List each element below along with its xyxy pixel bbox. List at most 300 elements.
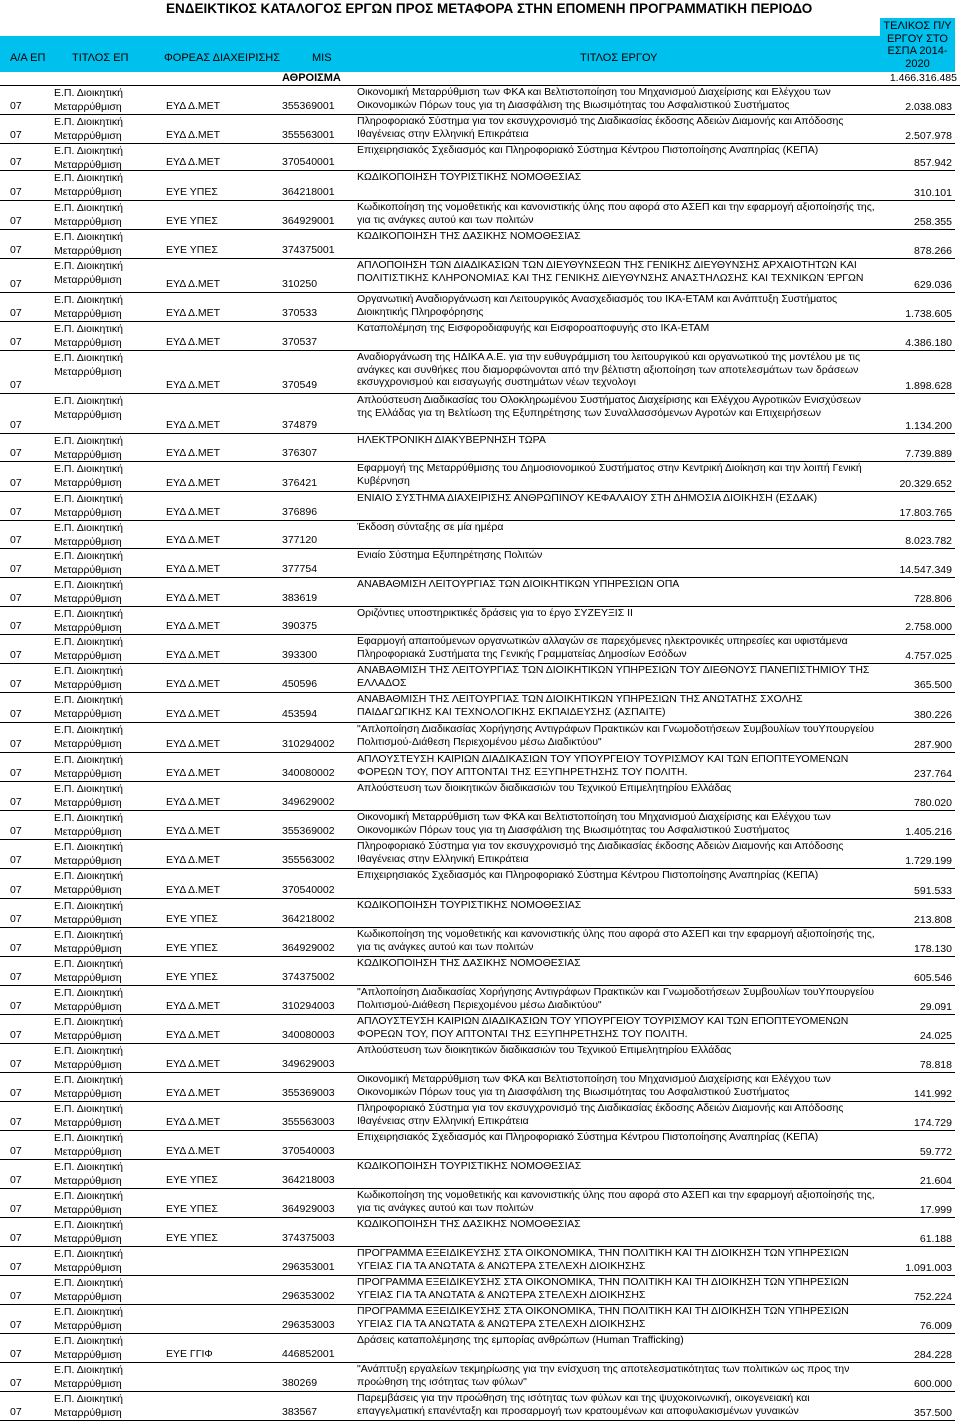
table-row bbox=[0, 782, 955, 811]
row-project-title: ΚΩΔΙΚΟΠΟΙΗΣΗ ΤΗΣ ΔΑΣΙΚΗΣ ΝΟΜΟΘΕΣΙΑΣ bbox=[357, 230, 581, 242]
row-mis: 355369003 bbox=[282, 1087, 335, 1099]
col-header-mis: MIS bbox=[312, 52, 332, 64]
row-amount: 629.036 bbox=[914, 279, 952, 291]
row-amount: 17.803.765 bbox=[899, 507, 952, 519]
table-row bbox=[0, 1305, 955, 1334]
row-ep-title: Ε.Π. Διοικητική Μεταρρύθμιση bbox=[54, 841, 123, 867]
table-row bbox=[0, 259, 955, 293]
table-row bbox=[0, 1160, 955, 1189]
table-row bbox=[0, 351, 955, 394]
table-row bbox=[0, 394, 955, 434]
row-amount: 78.818 bbox=[919, 1059, 952, 1071]
row-amount: 213.808 bbox=[914, 914, 952, 926]
row-body: ΕΥΔ Δ.ΜΕΤ bbox=[166, 1029, 221, 1041]
table-row bbox=[0, 723, 955, 753]
row-project-title: Παρεμβάσεις για την προώθηση της ισότητας των φύλων και της ψυχοκοινωνική, οικογενειακή και επαγγελματική επανένταξη και προσαρμογή των κρατουμένων και αποφυλακισμένων γυναικών bbox=[357, 1392, 810, 1417]
row-mis: 349629003 bbox=[282, 1058, 335, 1070]
row-amount: 2.507.978 bbox=[905, 130, 952, 142]
row-amount: 29.091 bbox=[919, 1001, 952, 1013]
row-amount: 1.729.199 bbox=[905, 855, 952, 867]
row-ep-title: Ε.Π. Διοικητική Μεταρρύθμιση bbox=[54, 87, 123, 113]
row-body: ΕΥΕ ΥΠΕΣ bbox=[166, 942, 218, 954]
row-project-title: ΚΩΔΙΚΟΠΟΙΗΣΗ ΤΗΣ ΔΑΣΙΚΗΣ ΝΟΜΟΘΕΣΙΑΣ bbox=[357, 1218, 581, 1230]
row-ae: 07 bbox=[10, 1406, 22, 1418]
row-ae: 07 bbox=[10, 1203, 22, 1215]
project-table bbox=[0, 86, 955, 1421]
row-mis: 364929001 bbox=[282, 215, 335, 227]
row-mis: 355369002 bbox=[282, 825, 335, 837]
row-amount: 365.500 bbox=[914, 679, 952, 691]
row-ep-title: Ε.Π. Διοικητική Μεταρρύθμιση bbox=[54, 870, 123, 896]
table-row bbox=[0, 664, 955, 693]
row-project-title: Οριζόντιες υποστηρικτικές δράσεις για το έργο ΣΥΖΕΥΞΙΣ ΙΙ bbox=[357, 607, 633, 619]
row-project-title: ΑΝΑΒΑΘΜΙΣΗ ΤΗΣ ΛΕΙΤΟΥΡΓΙΑΣ ΤΩΝ ΔΙΟΙΚΗΤΙΚΩΝ ΥΠΗΡΕΣΙΩΝ ΤΟΥ ΔΙΕΘΝΟΥΣ ΠΑΝΕΠΙΣΤΗΜΙΟΥ ΤΗΣ ΕΛΛΑΔΟΣ bbox=[357, 664, 870, 689]
table-row bbox=[0, 1131, 955, 1160]
row-ep-title: Ε.Π. Διοικητική Μεταρρύθμιση bbox=[54, 550, 123, 576]
row-ep-title: Ε.Π. Διοικητική Μεταρρύθμιση bbox=[54, 1248, 123, 1274]
row-ae: 07 bbox=[10, 592, 22, 604]
row-project-title: Κωδικοποίηση της νομοθετικής και κανονιστικής ύλης που αφορά στο ΑΣΕΠ και την εφαρμογή αξιοποίησής της, για τις ανάγκες αυτού και των πολιτών bbox=[357, 928, 875, 953]
row-ae: 07 bbox=[10, 1087, 22, 1099]
row-ep-title: Ε.Π. Διοικητική Μεταρρύθμιση bbox=[54, 783, 123, 809]
row-ep-title: Ε.Π. Διοικητική Μεταρρύθμιση bbox=[54, 323, 123, 349]
row-ae: 07 bbox=[10, 942, 22, 954]
row-body: ΕΥΔ Δ.ΜΕΤ bbox=[166, 477, 221, 489]
row-amount: 1.898.628 bbox=[905, 380, 952, 392]
row-ep-title: Ε.Π. Διοικητική Μεταρρύθμιση bbox=[54, 294, 123, 320]
row-mis: 310250 bbox=[282, 278, 318, 290]
row-project-title: "Ανάπτυξη εργαλείων τεκμηρίωσης για την ενίσχυση της αποτελεσματικότητας των πολιτικών ως προς την προώθηση της ισότητας των φύλων" bbox=[357, 1363, 850, 1388]
row-mis: 310294003 bbox=[282, 1000, 335, 1012]
table-row bbox=[0, 462, 955, 492]
row-body: ΕΥΕ ΥΠΕΣ bbox=[166, 913, 218, 925]
row-amount: 728.806 bbox=[914, 593, 952, 605]
row-mis: 374879 bbox=[282, 419, 318, 431]
row-mis: 370540002 bbox=[282, 884, 335, 896]
row-ae: 07 bbox=[10, 796, 22, 808]
table-row bbox=[0, 899, 955, 928]
row-ep-title: Ε.Π. Διοικητική Μεταρρύθμιση bbox=[54, 1277, 123, 1303]
table-row bbox=[0, 322, 955, 351]
row-mis: 370549 bbox=[282, 379, 318, 391]
row-ep-title: Ε.Π. Διοικητική Μεταρρύθμιση bbox=[54, 929, 123, 955]
row-body: ΕΥΔ Δ.ΜΕΤ bbox=[166, 678, 221, 690]
row-mis: 374375002 bbox=[282, 971, 335, 983]
row-project-title: Πληροφοριακό Σύστημα για τον εκσυγχρονισμό της Διαδικασίας έκδοσης Αδειών Διαμονής και Απόδοσης Ιθαγένειας στην Ελληνική Επικράτεια bbox=[357, 115, 844, 140]
row-ep-title: Ε.Π. Διοικητική Μεταρρύθμιση bbox=[54, 1335, 123, 1361]
row-mis: 355369001 bbox=[282, 100, 335, 112]
row-ep-title: Ε.Π. Διοικητική Μεταρρύθμιση bbox=[54, 1016, 123, 1042]
row-ep-title: Ε.Π. Διοικητική Μεταρρύθμιση bbox=[54, 522, 123, 548]
row-body: ΕΥΔ Δ.ΜΕΤ bbox=[166, 278, 221, 290]
row-mis: 355563002 bbox=[282, 854, 335, 866]
row-ep-title: Ε.Π. Διοικητική Μεταρρύθμιση bbox=[54, 145, 123, 171]
row-ep-title: Ε.Π. Διοικητική Μεταρρύθμιση bbox=[54, 1393, 123, 1419]
row-body: ΕΥΕ ΓΓΙΦ bbox=[166, 1348, 213, 1360]
row-amount: 1.738.605 bbox=[905, 308, 952, 320]
row-mis: 374375001 bbox=[282, 244, 335, 256]
row-ae: 07 bbox=[10, 506, 22, 518]
row-mis: 383619 bbox=[282, 592, 318, 604]
row-amount: 287.900 bbox=[914, 739, 952, 751]
row-amount: 8.023.782 bbox=[905, 535, 952, 547]
row-ep-title: Ε.Π. Διοικητική Μεταρρύθμιση bbox=[54, 1306, 123, 1332]
row-ae: 07 bbox=[10, 447, 22, 459]
row-project-title: Απλούστευση των διοικητικών διαδικασιών του Τεχνικού Επιμελητηρίου Ελλάδας bbox=[357, 1044, 732, 1056]
summary-label: ΑΘΡΟΙΣΜΑ bbox=[282, 72, 341, 84]
row-project-title: ΠΡΟΓΡΑΜΜΑ ΕΞΕΙΔΙΚΕΥΣΗΣ ΣΤΑ ΟΙΚΟΝΟΜΙΚΑ, ΤΗΝ ΠΟΛΙΤΙΚΗ ΚΑΙ ΤΗ ΔΙΟΙΚΗΣΗ ΤΩΝ ΥΠΗΡΕΣΙΩΝ ΥΓΕΙΑΣ ΓΙΑ ΤΑ ΑΝΩΤΑΤΑ & ΑΝΩΤΕΡΑ ΣΤΕΛΕΧΗ ΔΙΟΙΚΗΣΗΣ bbox=[357, 1247, 849, 1272]
row-body: ΕΥΔ Δ.ΜΕΤ bbox=[166, 156, 221, 168]
row-ae: 07 bbox=[10, 419, 22, 431]
row-body: ΕΥΔ Δ.ΜΕΤ bbox=[166, 336, 221, 348]
row-amount: 4.386.180 bbox=[905, 337, 952, 349]
row-ae: 07 bbox=[10, 1116, 22, 1128]
row-ep-title: Ε.Π. Διοικητική Μεταρρύθμιση bbox=[54, 636, 123, 662]
row-project-title: "Απλοποίηση Διαδικασίας Χορήγησης Αντιγράφων Πρακτικών και Γνωμοδοτήσεων Συμβουλίων τουΥπουργείου Πολιτισμού-Διάθεση Περιεχομένου μέσω Διαδικτύου" bbox=[357, 986, 875, 1011]
row-body: ΕΥΔ Δ.ΜΕΤ bbox=[166, 592, 221, 604]
row-project-title: Επιχειρησιακός Σχεδιασμός και Πληροφοριακό Σύστημα Κέντρου Πιστοποίησης Αναπηρίας (ΚΕΠΑ) bbox=[357, 1131, 819, 1143]
row-body: ΕΥΔ Δ.ΜΕΤ bbox=[166, 738, 221, 750]
row-mis: 296353003 bbox=[282, 1319, 335, 1331]
row-project-title: ΚΩΔΙΚΟΠΟΙΗΣΗ ΤΟΥΡΙΣΤΙΚΗΣ ΝΟΜΟΘΕΣΙΑΣ bbox=[357, 899, 582, 911]
row-amount: 14.547.349 bbox=[899, 564, 952, 576]
row-mis: 370537 bbox=[282, 336, 318, 348]
row-ep-title: Ε.Π. Διοικητική Μεταρρύθμιση bbox=[54, 694, 123, 720]
row-project-title: ΑΝΑΒΑΘΜΙΣΗ ΛΕΙΤΟΥΡΓΙΑΣ ΤΩΝ ΔΙΟΙΚΗΤΙΚΩΝ ΥΠΗΡΕΣΙΩΝ ΟΠΑ bbox=[357, 578, 680, 590]
row-body: ΕΥΔ Δ.ΜΕΤ bbox=[166, 506, 221, 518]
row-ep-title: Ε.Π. Διοικητική Μεταρρύθμιση bbox=[54, 1161, 123, 1187]
row-ep-title: Ε.Π. Διοικητική Μεταρρύθμιση bbox=[54, 172, 123, 198]
row-ep-title: Ε.Π. Διοικητική Μεταρρύθμιση bbox=[54, 435, 123, 461]
col-header-body: ΦΟΡΕΑΣ ΔΙΑΧΕΙΡΙΣΗΣ bbox=[164, 52, 280, 64]
row-body: ΕΥΔ Δ.ΜΕΤ bbox=[166, 620, 221, 632]
col-header-project: ΤΙΤΛΟΣ ΕΡΓΟΥ bbox=[580, 52, 658, 64]
row-mis: 380269 bbox=[282, 1377, 318, 1389]
row-body: ΕΥΔ Δ.ΜΕΤ bbox=[166, 708, 221, 720]
row-body: ΕΥΕ ΥΠΕΣ bbox=[166, 971, 218, 983]
row-body: ΕΥΔ Δ.ΜΕΤ bbox=[166, 884, 221, 896]
row-amount: 7.739.889 bbox=[905, 448, 952, 460]
row-project-title: ΚΩΔΙΚΟΠΟΙΗΣΗ ΤΟΥΡΙΣΤΙΚΗΣ ΝΟΜΟΘΕΣΙΑΣ bbox=[357, 171, 582, 183]
row-amount: 59.772 bbox=[919, 1146, 952, 1158]
row-mis: 370533 bbox=[282, 307, 318, 319]
row-amount: 380.226 bbox=[914, 709, 952, 721]
row-body: ΕΥΔ Δ.ΜΕΤ bbox=[166, 534, 221, 546]
row-ep-title: Ε.Π. Διοικητική Μεταρρύθμιση bbox=[54, 900, 123, 926]
row-mis: 376307 bbox=[282, 447, 318, 459]
row-ae: 07 bbox=[10, 854, 22, 866]
row-amount: 4.757.025 bbox=[905, 650, 952, 662]
row-ae: 07 bbox=[10, 336, 22, 348]
row-amount: 17.999 bbox=[919, 1204, 952, 1216]
table-row bbox=[0, 115, 955, 144]
table-row bbox=[0, 1218, 955, 1247]
row-project-title: Έκδοση σύνταξης σε μία ημέρα bbox=[357, 521, 504, 533]
row-project-title: Επιχειρησιακός Σχεδιασμός και Πληροφοριακό Σύστημα Κέντρου Πιστοποίησης Αναπηρίας (ΚΕΠΑ) bbox=[357, 869, 819, 881]
row-ae: 07 bbox=[10, 738, 22, 750]
row-ae: 07 bbox=[10, 215, 22, 227]
table-row bbox=[0, 607, 955, 635]
row-body: ΕΥΕ ΥΠΕΣ bbox=[166, 1203, 218, 1215]
row-amount: 61.188 bbox=[919, 1233, 952, 1245]
row-amount: 600.000 bbox=[914, 1378, 952, 1390]
row-amount: 591.533 bbox=[914, 885, 952, 897]
row-body: ΕΥΔ Δ.ΜΕΤ bbox=[166, 379, 221, 391]
col-header-budget: ΤΕΛΙΚΟΣ Π/Υ ΕΡΓΟΥ ΣΤΟ ΕΣΠΑ 2014-2020 bbox=[880, 18, 955, 72]
row-mis: 376896 bbox=[282, 506, 318, 518]
row-ep-title: Ε.Π. Διοικητική Μεταρρύθμιση bbox=[54, 1219, 123, 1245]
row-ae: 07 bbox=[10, 678, 22, 690]
row-body: ΕΥΔ Δ.ΜΕΤ bbox=[166, 1145, 221, 1157]
row-ae: 07 bbox=[10, 825, 22, 837]
row-project-title: Ενιαίο Σύστημα Εξυπηρέτησης Πολιτών bbox=[357, 549, 543, 561]
row-ep-title: Ε.Π. Διοικητική Μεταρρύθμιση bbox=[54, 202, 123, 228]
row-project-title: ΕΝΙΑΙΟ ΣΥΣΤΗΜΑ ΔΙΑΧΕΙΡΙΣΗΣ ΑΝΘΡΩΠΙΝΟΥ ΚΕΦΑΛΑΙΟΥ ΣΤΗ ΔΗΜΟΣΙΑ ΔΙΟΙΚΗΣΗ (ΕΣΔΑΚ) bbox=[357, 492, 818, 504]
row-ep-title: Ε.Π. Διοικητική Μεταρρύθμιση bbox=[54, 608, 123, 634]
row-mis: 383567 bbox=[282, 1406, 318, 1418]
table-header bbox=[0, 18, 960, 72]
row-mis: 446852001 bbox=[282, 1348, 335, 1360]
row-ae: 07 bbox=[10, 307, 22, 319]
row-ae: 07 bbox=[10, 534, 22, 546]
table-row bbox=[0, 1015, 955, 1044]
row-mis: 296353002 bbox=[282, 1290, 335, 1302]
row-mis: 370540003 bbox=[282, 1145, 335, 1157]
row-body: ΕΥΔ Δ.ΜΕΤ bbox=[166, 1058, 221, 1070]
row-project-title: ΑΠΛΟΥΣΤΕΥΣΗ ΚΑΙΡΙΩΝ ΔΙΑΔΙΚΑΣΙΩΝ ΤΟΥ ΥΠΟΥΡΓΕΙΟΥ ΤΟΥΡΙΣΜΟΥ ΚΑΙ ΤΩΝ ΕΠΟΠΤΕΥΟΜΕΝΩΝ ΦΟΡΕΩΝ ΤΟΥ, ΠΟΥ ΑΠΤΟΝΤΑΙ ΤΗΣ ΕΞΥΠΗΡΕΤΗΣΗΣ ΤΟΥ ΠΟΛΙΤΗ. bbox=[357, 1015, 849, 1040]
row-ep-title: Ε.Π. Διοικητική Μεταρρύθμιση bbox=[54, 665, 123, 691]
row-mis: 450596 bbox=[282, 678, 318, 690]
row-project-title: Καταπολέμηση της Εισφοροδιαφυγής και Εισφοροαποφυγής στο ΙΚΑ-ΕΤΑΜ bbox=[357, 322, 710, 334]
row-project-title: Οικονομική Μεταρρύθμιση των ΦΚΑ και Βελτιστοποίηση του Μηχανισμού Διαχείρισης και Ελέγχου των Οικονομικών Πόρων τους για τη Διασφάλιση της Βιωσιμότητας του Ασφαλιστικού Συστήματος bbox=[357, 86, 831, 111]
row-ep-title: Ε.Π. Διοικητική Μεταρρύθμιση bbox=[54, 579, 123, 605]
summary-row bbox=[0, 72, 960, 86]
row-ae: 07 bbox=[10, 244, 22, 256]
table-row bbox=[0, 1334, 955, 1363]
row-ep-title: Ε.Π. Διοικητική Μεταρρύθμιση bbox=[54, 260, 123, 286]
table-row bbox=[0, 492, 955, 521]
row-project-title: ΠΡΟΓΡΑΜΜΑ ΕΞΕΙΔΙΚΕΥΣΗΣ ΣΤΑ ΟΙΚΟΝΟΜΙΚΑ, ΤΗΝ ΠΟΛΙΤΙΚΗ ΚΑΙ ΤΗ ΔΙΟΙΚΗΣΗ ΤΩΝ ΥΠΗΡΕΣΙΩΝ ΥΓΕΙΑΣ ΓΙΑ ΤΑ ΑΝΩΤΑΤΑ & ΑΝΩΤΕΡΑ ΣΤΕΛΕΧΗ ΔΙΟΙΚΗΣΗΣ bbox=[357, 1276, 849, 1301]
table-row bbox=[0, 1044, 955, 1073]
row-project-title: Οικονομική Μεταρρύθμιση των ΦΚΑ και Βελτιστοποίηση του Μηχανισμού Διαχείρισης και Ελέγχου των Οικονομικών Πόρων τους για τη Διασφάλιση της Βιωσιμότητας του Ασφαλιστικού Συστήματος bbox=[357, 811, 831, 836]
row-ae: 07 bbox=[10, 1000, 22, 1012]
row-ae: 07 bbox=[10, 379, 22, 391]
row-ae: 07 bbox=[10, 913, 22, 925]
row-body: ΕΥΔ Δ.ΜΕΤ bbox=[166, 1116, 221, 1128]
table-row bbox=[0, 1247, 955, 1276]
row-ep-title: Ε.Π. Διοικητική Μεταρρύθμιση bbox=[54, 724, 123, 750]
row-project-title: Απλούστευση των διοικητικών διαδικασιών του Τεχνικού Επιμελητηρίου Ελλάδας bbox=[357, 782, 732, 794]
row-ep-title: Ε.Π. Διοικητική Μεταρρύθμιση bbox=[54, 754, 123, 780]
row-project-title: ΚΩΔΙΚΟΠΟΙΗΣΗ ΤΗΣ ΔΑΣΙΚΗΣ ΝΟΜΟΘΕΣΙΑΣ bbox=[357, 957, 581, 969]
table-row bbox=[0, 753, 955, 782]
row-ep-title: Ε.Π. Διοικητική Μεταρρύθμιση bbox=[54, 352, 123, 378]
row-amount: 310.101 bbox=[914, 187, 952, 199]
row-body: ΕΥΕ ΥΠΕΣ bbox=[166, 186, 218, 198]
row-body: ΕΥΔ Δ.ΜΕΤ bbox=[166, 419, 221, 431]
table-row bbox=[0, 957, 955, 986]
page-title: ΕΝΔΕΙΚΤΙΚΟΣ ΚΑΤΑΛΟΓΟΣ ΕΡΓΩΝ ΠΡΟΣ ΜΕΤΑΦΟΡΑ ΣΤΗΝ ΕΠΟΜΕΝΗ ΠΡΟΓΡΑΜΜΑΤΙΚΗ ΠΕΡΙΟΔΟ bbox=[166, 1, 813, 16]
row-ae: 07 bbox=[10, 767, 22, 779]
table-row bbox=[0, 1392, 955, 1421]
row-project-title: Πληροφοριακό Σύστημα για τον εκσυγχρονισμό της Διαδικασίας έκδοσης Αδειών Διαμονής και Απόδοσης Ιθαγένειας στην Ελληνική Επικράτεια bbox=[357, 1102, 844, 1127]
row-body: ΕΥΔ Δ.ΜΕΤ bbox=[166, 447, 221, 459]
row-ae: 07 bbox=[10, 563, 22, 575]
table-row bbox=[0, 869, 955, 899]
row-amount: 357.500 bbox=[914, 1407, 952, 1419]
row-mis: 364218002 bbox=[282, 913, 335, 925]
row-body: ΕΥΔ Δ.ΜΕΤ bbox=[166, 307, 221, 319]
row-ep-title: Ε.Π. Διοικητική Μεταρρύθμιση bbox=[54, 1190, 123, 1216]
row-project-title: Επιχειρησιακός Σχεδιασμός και Πληροφοριακό Σύστημα Κέντρου Πιστοποίησης Αναπηρίας (ΚΕΠΑ) bbox=[357, 144, 819, 156]
row-ep-title: Ε.Π. Διοικητική Μεταρρύθμιση bbox=[54, 1045, 123, 1071]
row-amount: 1.405.216 bbox=[905, 826, 952, 838]
row-project-title: Οργανωτική Αναδιοργάνωση και Λειτουργικός Ανασχεδιασμός του ΙΚΑ-ΕΤΑΜ και Ανάπτυξη Συστήματος Διοικητικής Πληροφόρησης bbox=[357, 293, 838, 318]
row-mis: 376421 bbox=[282, 477, 318, 489]
col-header-ae: Α/Α ΕΠ bbox=[10, 52, 46, 64]
row-mis: 364929002 bbox=[282, 942, 335, 954]
row-ep-title: Ε.Π. Διοικητική Μεταρρύθμιση bbox=[54, 395, 123, 421]
row-mis: 340080003 bbox=[282, 1029, 335, 1041]
row-body: ΕΥΔ Δ.ΜΕΤ bbox=[166, 1000, 221, 1012]
row-project-title: Εφαρμογή της Μεταρρύθμισης του Δημοσιονομικού Συστήματος στην Κεντρική Διοίκηση και την λοιπή Γενική Κυβέρνηση bbox=[357, 462, 862, 487]
row-mis: 377754 bbox=[282, 563, 318, 575]
row-amount: 141.992 bbox=[914, 1088, 952, 1100]
table-row bbox=[0, 521, 955, 549]
table-row bbox=[0, 928, 955, 957]
row-mis: 296353001 bbox=[282, 1261, 335, 1273]
row-body: ΕΥΔ Δ.ΜΕΤ bbox=[166, 767, 221, 779]
row-ae: 07 bbox=[10, 1058, 22, 1070]
table-row bbox=[0, 693, 955, 723]
row-ae: 07 bbox=[10, 1348, 22, 1360]
table-row bbox=[0, 434, 955, 462]
table-row bbox=[0, 1073, 955, 1102]
col-header-ep-title: ΤΙΤΛΟΣ ΕΠ bbox=[72, 52, 129, 64]
header-band bbox=[0, 36, 955, 72]
row-amount: 24.025 bbox=[919, 1030, 952, 1042]
row-body: ΕΥΔ Δ.ΜΕΤ bbox=[166, 796, 221, 808]
table-row bbox=[0, 144, 955, 171]
row-amount: 76.009 bbox=[919, 1320, 952, 1332]
row-amount: 20.329.652 bbox=[899, 478, 952, 490]
row-ae: 07 bbox=[10, 100, 22, 112]
row-body: ΕΥΔ Δ.ΜΕΤ bbox=[166, 100, 221, 112]
row-ae: 07 bbox=[10, 477, 22, 489]
row-mis: 453594 bbox=[282, 708, 318, 720]
row-mis: 340080002 bbox=[282, 767, 335, 779]
row-project-title: Κωδικοποίηση της νομοθετικής και κανονιστικής ύλης που αφορά στο ΑΣΕΠ και την εφαρμογή αξιοποίησής της, για τις ανάγκες αυτού και των πολιτών bbox=[357, 1189, 875, 1214]
table-row bbox=[0, 86, 955, 115]
row-mis: 377120 bbox=[282, 534, 318, 546]
row-body: ΕΥΕ ΥΠΕΣ bbox=[166, 1232, 218, 1244]
row-body: ΕΥΔ Δ.ΜΕΤ bbox=[166, 825, 221, 837]
row-ae: 07 bbox=[10, 1261, 22, 1273]
row-ep-title: Ε.Π. Διοικητική Μεταρρύθμιση bbox=[54, 1074, 123, 1100]
row-ae: 07 bbox=[10, 1319, 22, 1331]
table-row bbox=[0, 635, 955, 664]
row-amount: 21.604 bbox=[919, 1175, 952, 1187]
row-mis: 393300 bbox=[282, 649, 318, 661]
row-ep-title: Ε.Π. Διοικητική Μεταρρύθμιση bbox=[54, 1364, 123, 1390]
row-amount: 857.942 bbox=[914, 157, 952, 169]
row-amount: 752.224 bbox=[914, 1291, 952, 1303]
row-ae: 07 bbox=[10, 1174, 22, 1186]
row-ae: 07 bbox=[10, 1029, 22, 1041]
table-row bbox=[0, 578, 955, 607]
row-ae: 07 bbox=[10, 278, 22, 290]
row-project-title: Δράσεις καταπολέμησης της εμπορίας ανθρώπων (Human Trafficking) bbox=[357, 1334, 684, 1346]
row-project-title: ΠΡΟΓΡΑΜΜΑ ΕΞΕΙΔΙΚΕΥΣΗΣ ΣΤΑ ΟΙΚΟΝΟΜΙΚΑ, ΤΗΝ ΠΟΛΙΤΙΚΗ ΚΑΙ ΤΗ ΔΙΟΙΚΗΣΗ ΤΩΝ ΥΠΗΡΕΣΙΩΝ ΥΓΕΙΑΣ ΓΙΑ ΤΑ ΑΝΩΤΑΤΑ & ΑΝΩΤΕΡΑ ΣΤΕΛΕΧΗ ΔΙΟΙΚΗΣΗΣ bbox=[357, 1305, 849, 1330]
row-ep-title: Ε.Π. Διοικητική Μεταρρύθμιση bbox=[54, 1132, 123, 1158]
row-amount: 284.228 bbox=[914, 1349, 952, 1361]
row-mis: 374375003 bbox=[282, 1232, 335, 1244]
row-mis: 364218001 bbox=[282, 186, 335, 198]
row-project-title: Απλούστευση Διαδικασίας του Ολοκληρωμένου Συστήματος Διαχείρισης και Ελέγχου Αγροτικών Ενισχύσεων της Ελλάδας για τη Βελτίωση της Εξυπηρέτησης των Συναλλασσόμενων Αγροτών και Επιχειρήσεων bbox=[357, 394, 861, 419]
row-mis: 355563003 bbox=[282, 1116, 335, 1128]
row-body: ΕΥΔ Δ.ΜΕΤ bbox=[166, 563, 221, 575]
row-body: ΕΥΕ ΥΠΕΣ bbox=[166, 215, 218, 227]
row-project-title: Κωδικοποίηση της νομοθετικής και κανονιστικής ύλης που αφορά στο ΑΣΕΠ και την εφαρμογή αξιοποίησής της, για τις ανάγκες αυτού και των πολιτών bbox=[357, 201, 875, 226]
row-ae: 07 bbox=[10, 186, 22, 198]
table-row bbox=[0, 1189, 955, 1218]
row-ae: 07 bbox=[10, 649, 22, 661]
row-mis: 364929003 bbox=[282, 1203, 335, 1215]
row-ep-title: Ε.Π. Διοικητική Μεταρρύθμιση bbox=[54, 958, 123, 984]
row-body: ΕΥΕ ΥΠΕΣ bbox=[166, 244, 218, 256]
table-row bbox=[0, 840, 955, 869]
row-ae: 07 bbox=[10, 1145, 22, 1157]
row-amount: 878.266 bbox=[914, 245, 952, 257]
row-amount: 258.355 bbox=[914, 216, 952, 228]
row-amount: 237.764 bbox=[914, 768, 952, 780]
row-ep-title: Ε.Π. Διοικητική Μεταρρύθμιση bbox=[54, 231, 123, 257]
row-ae: 07 bbox=[10, 1232, 22, 1244]
row-ep-title: Ε.Π. Διοικητική Μεταρρύθμιση bbox=[54, 463, 123, 489]
row-project-title: ΑΠΛΟΠΟΙΗΣΗ ΤΩΝ ΔΙΑΔΙΚΑΣΙΩΝ ΤΩΝ ΔΙΕΥΘΥΝΣΕΩΝ ΤΗΣ ΓΕΝΙΚΗΣ ΔΙΕΥΘΥΝΣΗΣ ΑΡΧΑΙΟΤΗΤΩΝ ΚΑΙ ΠΟΛΙΤΙΣΤΙΚΗΣ ΚΛΗΡΟΝΟΜΙΑΣ ΚΑΙ ΤΗΣ ΓΕΝΙΚΗΣ ΔΙΕΥΘΥΝΣΗΣ ΑΝΑΣΤΗΛΩΣΗΣ ΚΑΙ ΤΕΧΝΙΚΩΝ ΈΡΓΩΝ bbox=[357, 259, 864, 284]
table-row bbox=[0, 230, 955, 259]
row-amount: 2.758.000 bbox=[905, 621, 952, 633]
row-ae: 07 bbox=[10, 884, 22, 896]
row-body: ΕΥΔ Δ.ΜΕΤ bbox=[166, 129, 221, 141]
row-mis: 349629002 bbox=[282, 796, 335, 808]
row-project-title: Αναδιοργάνωση της ΗΔΙΚΑ Α.Ε. για την ευθυγράμμιση του λειτουργικού και οργανωτικού της μοντέλου με τις ανάγκες και συνθήκες που διαμορφώνονται από την βέλτιστη αξιοποίηση των αποτελεσμάτων των δράσεων εκσυγχρονισμού και εισαγωγής συστημάτων νέων τεχνολογι bbox=[357, 351, 861, 388]
row-mis: 355563001 bbox=[282, 129, 335, 141]
row-ae: 07 bbox=[10, 708, 22, 720]
row-project-title: Οικονομική Μεταρρύθμιση των ΦΚΑ και Βελτιστοποίηση του Μηχανισμού Διαχείρισης και Ελέγχου των Οικονομικών Πόρων τους για τη Διασφάλιση της Βιωσιμότητας του Ασφαλιστικού Συστήματος bbox=[357, 1073, 831, 1098]
row-mis: 370540001 bbox=[282, 156, 335, 168]
row-project-title: "Απλοποίηση Διαδικασίας Χορήγησης Αντιγράφων Πρακτικών και Γνωμοδοτήσεων Συμβουλίων τουΥπουργείου Πολιτισμού-Διάθεση Περιεχομένου μέσω Διαδικτύου" bbox=[357, 723, 875, 748]
row-amount: 780.020 bbox=[914, 797, 952, 809]
row-ae: 07 bbox=[10, 1290, 22, 1302]
row-project-title: ΑΝΑΒΑΘΜΙΣΗ ΤΗΣ ΛΕΙΤΟΥΡΓΙΑΣ ΤΩΝ ΔΙΟΙΚΗΤΙΚΩΝ ΥΠΗΡΕΣΙΩΝ ΤΗΣ ΑΝΩΤΑΤΗΣ ΣΧΟΛΗΣ ΠΑΙΔΑΓΩΓΙΚΗΣ ΚΑΙ ΤΕΧΝΟΛΟΓΙΚΗΣ ΕΚΠΑΙΔΕΥΣΗΣ (ΑΣΠΑΙΤΕ) bbox=[357, 693, 803, 718]
row-ae: 07 bbox=[10, 129, 22, 141]
row-body: ΕΥΔ Δ.ΜΕΤ bbox=[166, 1087, 221, 1099]
row-amount: 605.546 bbox=[914, 972, 952, 984]
row-ep-title: Ε.Π. Διοικητική Μεταρρύθμιση bbox=[54, 116, 123, 142]
row-project-title: Πληροφοριακό Σύστημα για τον εκσυγχρονισμό της Διαδικασίας έκδοσης Αδειών Διαμονής και Απόδοσης Ιθαγένειας στην Ελληνική Επικράτεια bbox=[357, 840, 844, 865]
row-mis: 364218003 bbox=[282, 1174, 335, 1186]
row-amount: 174.729 bbox=[914, 1117, 952, 1129]
row-project-title: Εφαρμογή απαιτούμενων οργανωτικών αλλαγών σε παρεχόμενες ηλεκτρονικές υπηρεσίες και υφιστάμενα Πληροφοριακά Συστήματα της Γενικής Γραμματείας Δημοσίων Εσόδων bbox=[357, 635, 848, 660]
row-amount: 1.134.200 bbox=[905, 420, 952, 432]
table-row bbox=[0, 1276, 955, 1305]
table-row bbox=[0, 1363, 955, 1392]
row-body: ΕΥΔ Δ.ΜΕΤ bbox=[166, 649, 221, 661]
table-row bbox=[0, 811, 955, 840]
row-mis: 390375 bbox=[282, 620, 318, 632]
table-row bbox=[0, 171, 955, 201]
